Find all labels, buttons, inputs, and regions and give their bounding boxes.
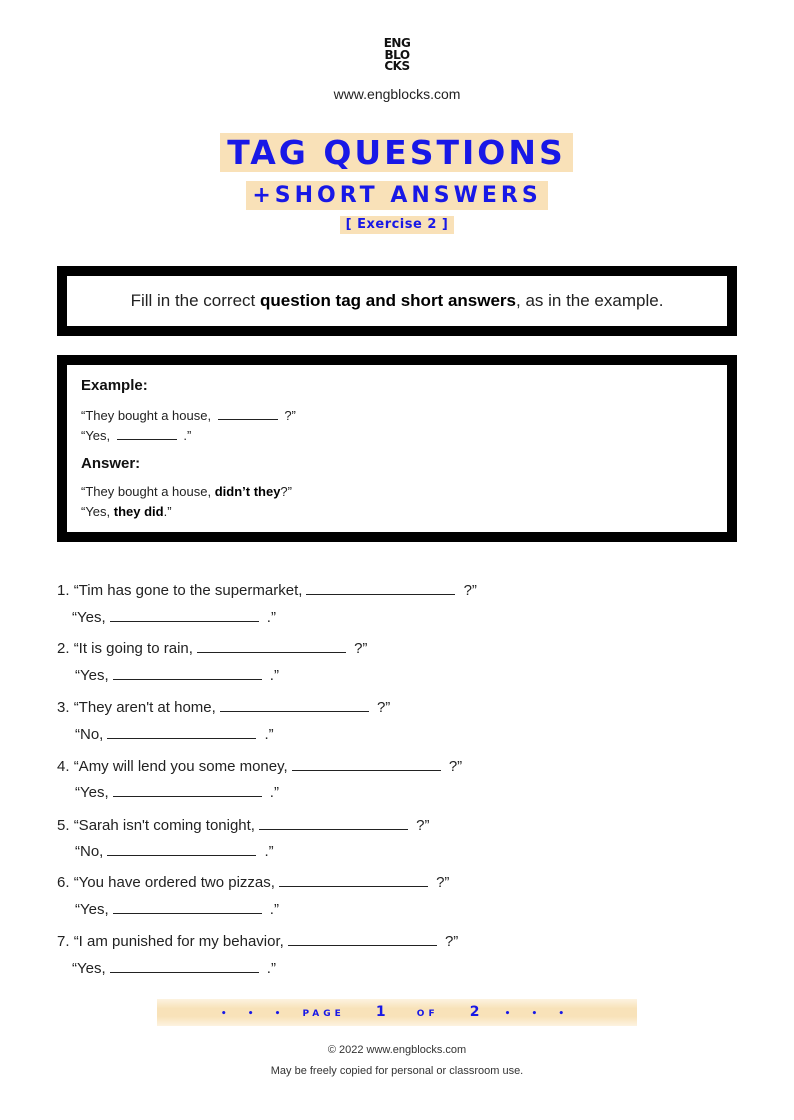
instruction-bold: question tag and short answers bbox=[260, 291, 516, 310]
question-end: ?” bbox=[440, 933, 459, 950]
answer-text: “Yes, bbox=[75, 901, 109, 918]
solved-answer-text: “Yes, bbox=[81, 504, 114, 519]
question-end: ?” bbox=[459, 582, 477, 599]
question-3 bbox=[57, 699, 390, 716]
solved-answer bbox=[81, 504, 172, 519]
question-tag-blank[interactable] bbox=[306, 582, 455, 595]
example-answer-blank bbox=[117, 429, 177, 440]
solved-question-end: ?” bbox=[280, 484, 292, 499]
instruction-box bbox=[57, 266, 737, 336]
example-question-blank bbox=[218, 409, 278, 420]
question-text: “It is going to rain, bbox=[73, 640, 193, 657]
example-box bbox=[57, 355, 737, 542]
answer-6 bbox=[75, 901, 279, 918]
page-dots-right: • • • bbox=[504, 1009, 574, 1019]
question-tag-blank[interactable] bbox=[220, 699, 369, 712]
question-number: 1. bbox=[57, 582, 70, 599]
worksheet-title: TAG QUESTIONS bbox=[220, 133, 573, 172]
worksheet-subtitle: +SHORT ANSWERS bbox=[246, 181, 548, 210]
total-pages-number: 2 bbox=[469, 1004, 480, 1020]
question-4 bbox=[57, 758, 462, 775]
example-question bbox=[81, 408, 296, 423]
answer-4 bbox=[75, 784, 279, 801]
question-number: 5. bbox=[57, 817, 70, 834]
example-question-text: “They bought a house, bbox=[81, 408, 215, 423]
logo-line: ENG bbox=[383, 36, 411, 50]
answer-text: “Yes, bbox=[75, 667, 109, 684]
example-answer-text: “Yes, bbox=[81, 428, 114, 443]
engblocks-logo bbox=[380, 38, 414, 73]
answer-end: .” bbox=[265, 784, 279, 801]
short-answer-blank[interactable] bbox=[113, 784, 262, 797]
answer-1 bbox=[72, 609, 276, 626]
question-6 bbox=[57, 874, 449, 891]
question-tag-blank[interactable] bbox=[279, 874, 428, 887]
license-text: May be freely copied for personal or classroom use. bbox=[270, 1065, 524, 1077]
instruction-text bbox=[67, 291, 727, 311]
answer-text: “No, bbox=[75, 843, 104, 860]
question-tag-blank[interactable] bbox=[292, 758, 441, 771]
instruction-after: , as in the example. bbox=[516, 291, 664, 310]
question-1 bbox=[57, 582, 477, 599]
question-end: ?” bbox=[411, 817, 430, 834]
current-page-number: 1 bbox=[375, 1004, 386, 1020]
question-number: 6. bbox=[57, 874, 70, 891]
copyright-text: © 2022 www.engblocks.com bbox=[327, 1044, 467, 1056]
exercise-label: [ Exercise 2 ] bbox=[340, 216, 454, 234]
example-heading: Example: bbox=[81, 377, 148, 394]
answer-text: “Yes, bbox=[75, 784, 109, 801]
answer-5 bbox=[75, 843, 274, 860]
answer-end: .” bbox=[260, 843, 274, 860]
short-answer-blank[interactable] bbox=[113, 667, 262, 680]
question-7 bbox=[57, 933, 458, 950]
logo-line: CKS bbox=[384, 59, 410, 73]
question-text: “I am punished for my behavior, bbox=[73, 933, 284, 950]
question-number: 4. bbox=[57, 758, 70, 775]
short-answer-blank[interactable] bbox=[113, 901, 262, 914]
answer-3 bbox=[75, 726, 274, 743]
solved-question-text: “They bought a house, bbox=[81, 484, 215, 499]
question-text: “Amy will lend you some money, bbox=[73, 758, 288, 775]
answer-end: .” bbox=[262, 609, 276, 626]
question-number: 7. bbox=[57, 933, 70, 950]
site-url: www.engblocks.com bbox=[333, 86, 461, 102]
answer-end: .” bbox=[265, 667, 279, 684]
solved-answer-short: they did bbox=[113, 504, 164, 519]
question-text: “They aren't at home, bbox=[73, 699, 216, 716]
solved-answer-end: .” bbox=[163, 504, 172, 519]
answer-7 bbox=[72, 960, 276, 977]
short-answer-blank[interactable] bbox=[110, 609, 259, 622]
logo-line: BLO bbox=[384, 47, 410, 62]
answer-heading: Answer: bbox=[81, 455, 141, 472]
question-text: “Tim has gone to the supermarket, bbox=[73, 582, 303, 599]
question-tag-blank[interactable] bbox=[197, 640, 346, 653]
question-end: ?” bbox=[444, 758, 463, 775]
answer-text: “No, bbox=[75, 726, 104, 743]
question-2 bbox=[57, 640, 367, 657]
short-answer-blank[interactable] bbox=[110, 960, 259, 973]
question-tag-blank[interactable] bbox=[288, 933, 437, 946]
of-word: OF bbox=[416, 1009, 439, 1019]
answer-end: .” bbox=[260, 726, 274, 743]
page-indicator bbox=[157, 999, 637, 1026]
question-end: ?” bbox=[431, 874, 450, 891]
page-word: PAGE bbox=[302, 1009, 345, 1019]
question-end: ?” bbox=[372, 699, 391, 716]
instruction-before: Fill in the correct bbox=[130, 291, 260, 310]
answer-end: .” bbox=[262, 960, 276, 977]
short-answer-blank[interactable] bbox=[107, 726, 256, 739]
answer-end: .” bbox=[265, 901, 279, 918]
example-answer bbox=[81, 428, 191, 443]
example-question-end: ?” bbox=[280, 408, 296, 423]
answer-text: “Yes, bbox=[72, 960, 106, 977]
question-text: “Sarah isn't coming tonight, bbox=[73, 817, 255, 834]
answer-2 bbox=[75, 667, 279, 684]
page-dots-left: • • • bbox=[220, 1009, 290, 1019]
question-number: 2. bbox=[57, 640, 70, 657]
question-number: 3. bbox=[57, 699, 70, 716]
answer-text: “Yes, bbox=[72, 609, 106, 626]
question-5 bbox=[57, 817, 430, 834]
solved-question-tag: didn’t they bbox=[214, 484, 281, 499]
solved-question bbox=[81, 484, 292, 499]
short-answer-blank[interactable] bbox=[107, 843, 256, 856]
question-end: ?” bbox=[349, 640, 368, 657]
question-text: “You have ordered two pizzas, bbox=[73, 874, 275, 891]
question-tag-blank[interactable] bbox=[259, 817, 408, 830]
example-answer-end: .” bbox=[179, 428, 192, 443]
